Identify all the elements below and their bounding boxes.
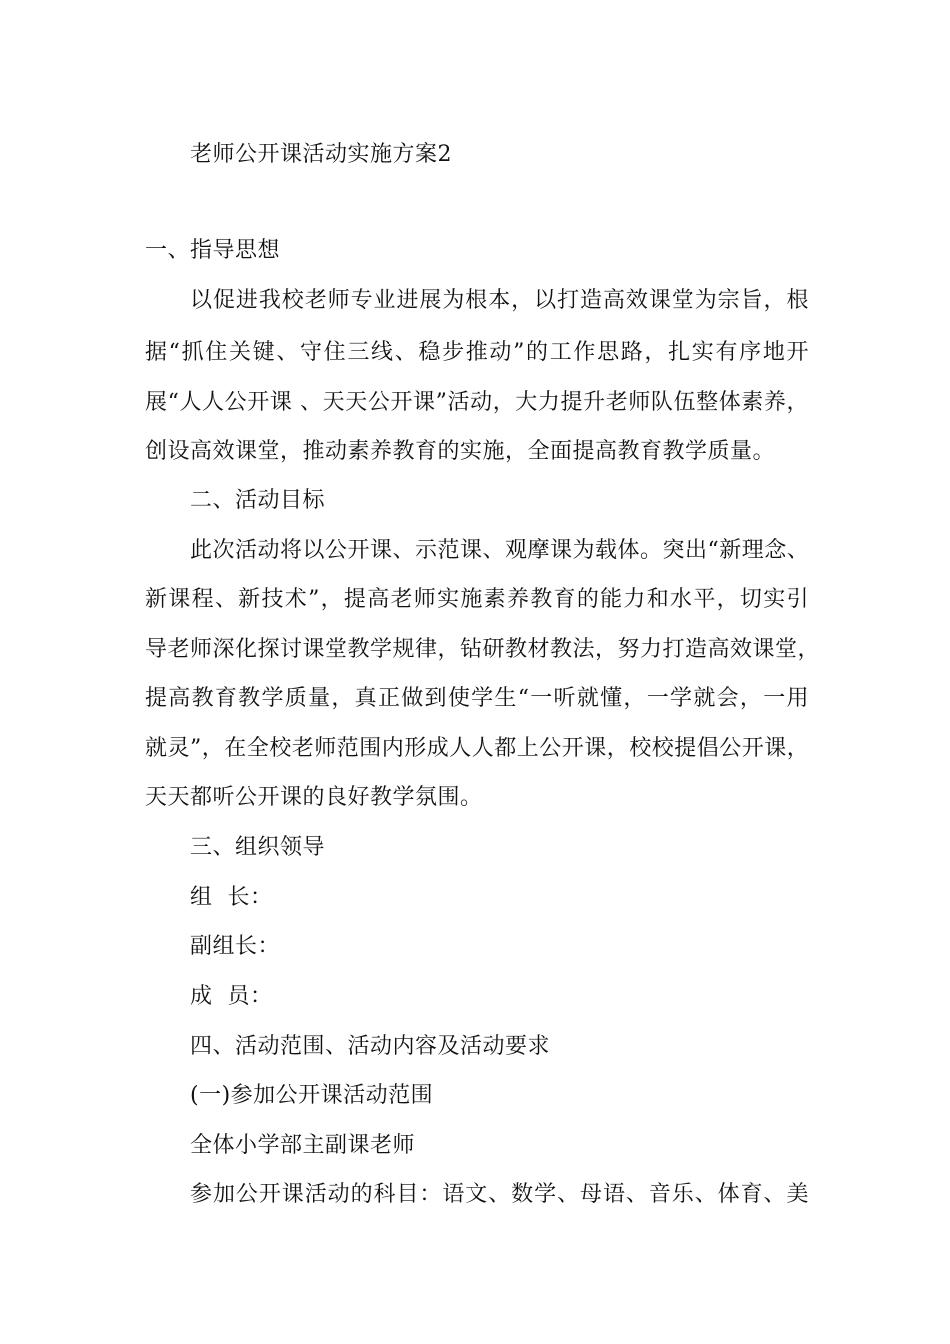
- subsection-heading: (一)参加公开课活动范围: [190, 1083, 434, 1108]
- deputy-leader-label: 副组长：: [190, 934, 281, 959]
- members-label: 成 员：: [190, 984, 273, 1009]
- paragraph-line: 天天都听公开课的良好教学氛围。: [145, 785, 483, 810]
- paragraph-line: 参加公开课活动的科目：语文、数学、母语、音乐、体育、美: [190, 1182, 809, 1207]
- paragraph-line: 导老师深化探讨课堂教学规律，钻研教材教法，努力打造高效课堂，: [145, 637, 821, 662]
- paragraph-line: 创设高效课堂，推动素养教育的实施，全面提高教育教学质量。: [145, 439, 776, 464]
- section-heading-guiding-ideology: 一、指导思想: [145, 238, 281, 263]
- paragraph-line: 展“人人公开课 、天天公开课”活动，大力提升老师队伍整体素养，: [145, 390, 809, 415]
- paragraph-line: 据“抓住关键、守住三线、稳步推动”的工作思路，扎实有序地开: [145, 340, 809, 365]
- document-title: 老师公开课活动实施方案2: [190, 142, 452, 167]
- paragraph-line: 就灵”，在全校老师范围内形成人人都上公开课，校校提倡公开课，: [145, 736, 810, 761]
- paragraph-line: 此次活动将以公开课、示范课、观摩课为载体。突出“新理念、: [190, 538, 810, 563]
- paragraph-line: 以促进我校老师专业进展为根本，以打造高效课堂为宗旨，根: [190, 288, 809, 313]
- paragraph-line: 全体小学部主副课老师: [190, 1133, 416, 1158]
- paragraph-line: 新课程、新技术”，提高老师实施素养教育的能力和水平，切实引: [145, 587, 809, 612]
- section-heading-organization: 三、组织领导: [190, 835, 326, 860]
- section-heading-activity-goals: 二、活动目标: [190, 488, 326, 513]
- section-heading-scope: 四、活动范围、活动内容及活动要求: [190, 1034, 551, 1059]
- leader-label: 组 长：: [190, 885, 273, 910]
- paragraph-line: 提高教育教学质量，真正做到使学生“一听就懂，一学就会，一用: [145, 686, 809, 711]
